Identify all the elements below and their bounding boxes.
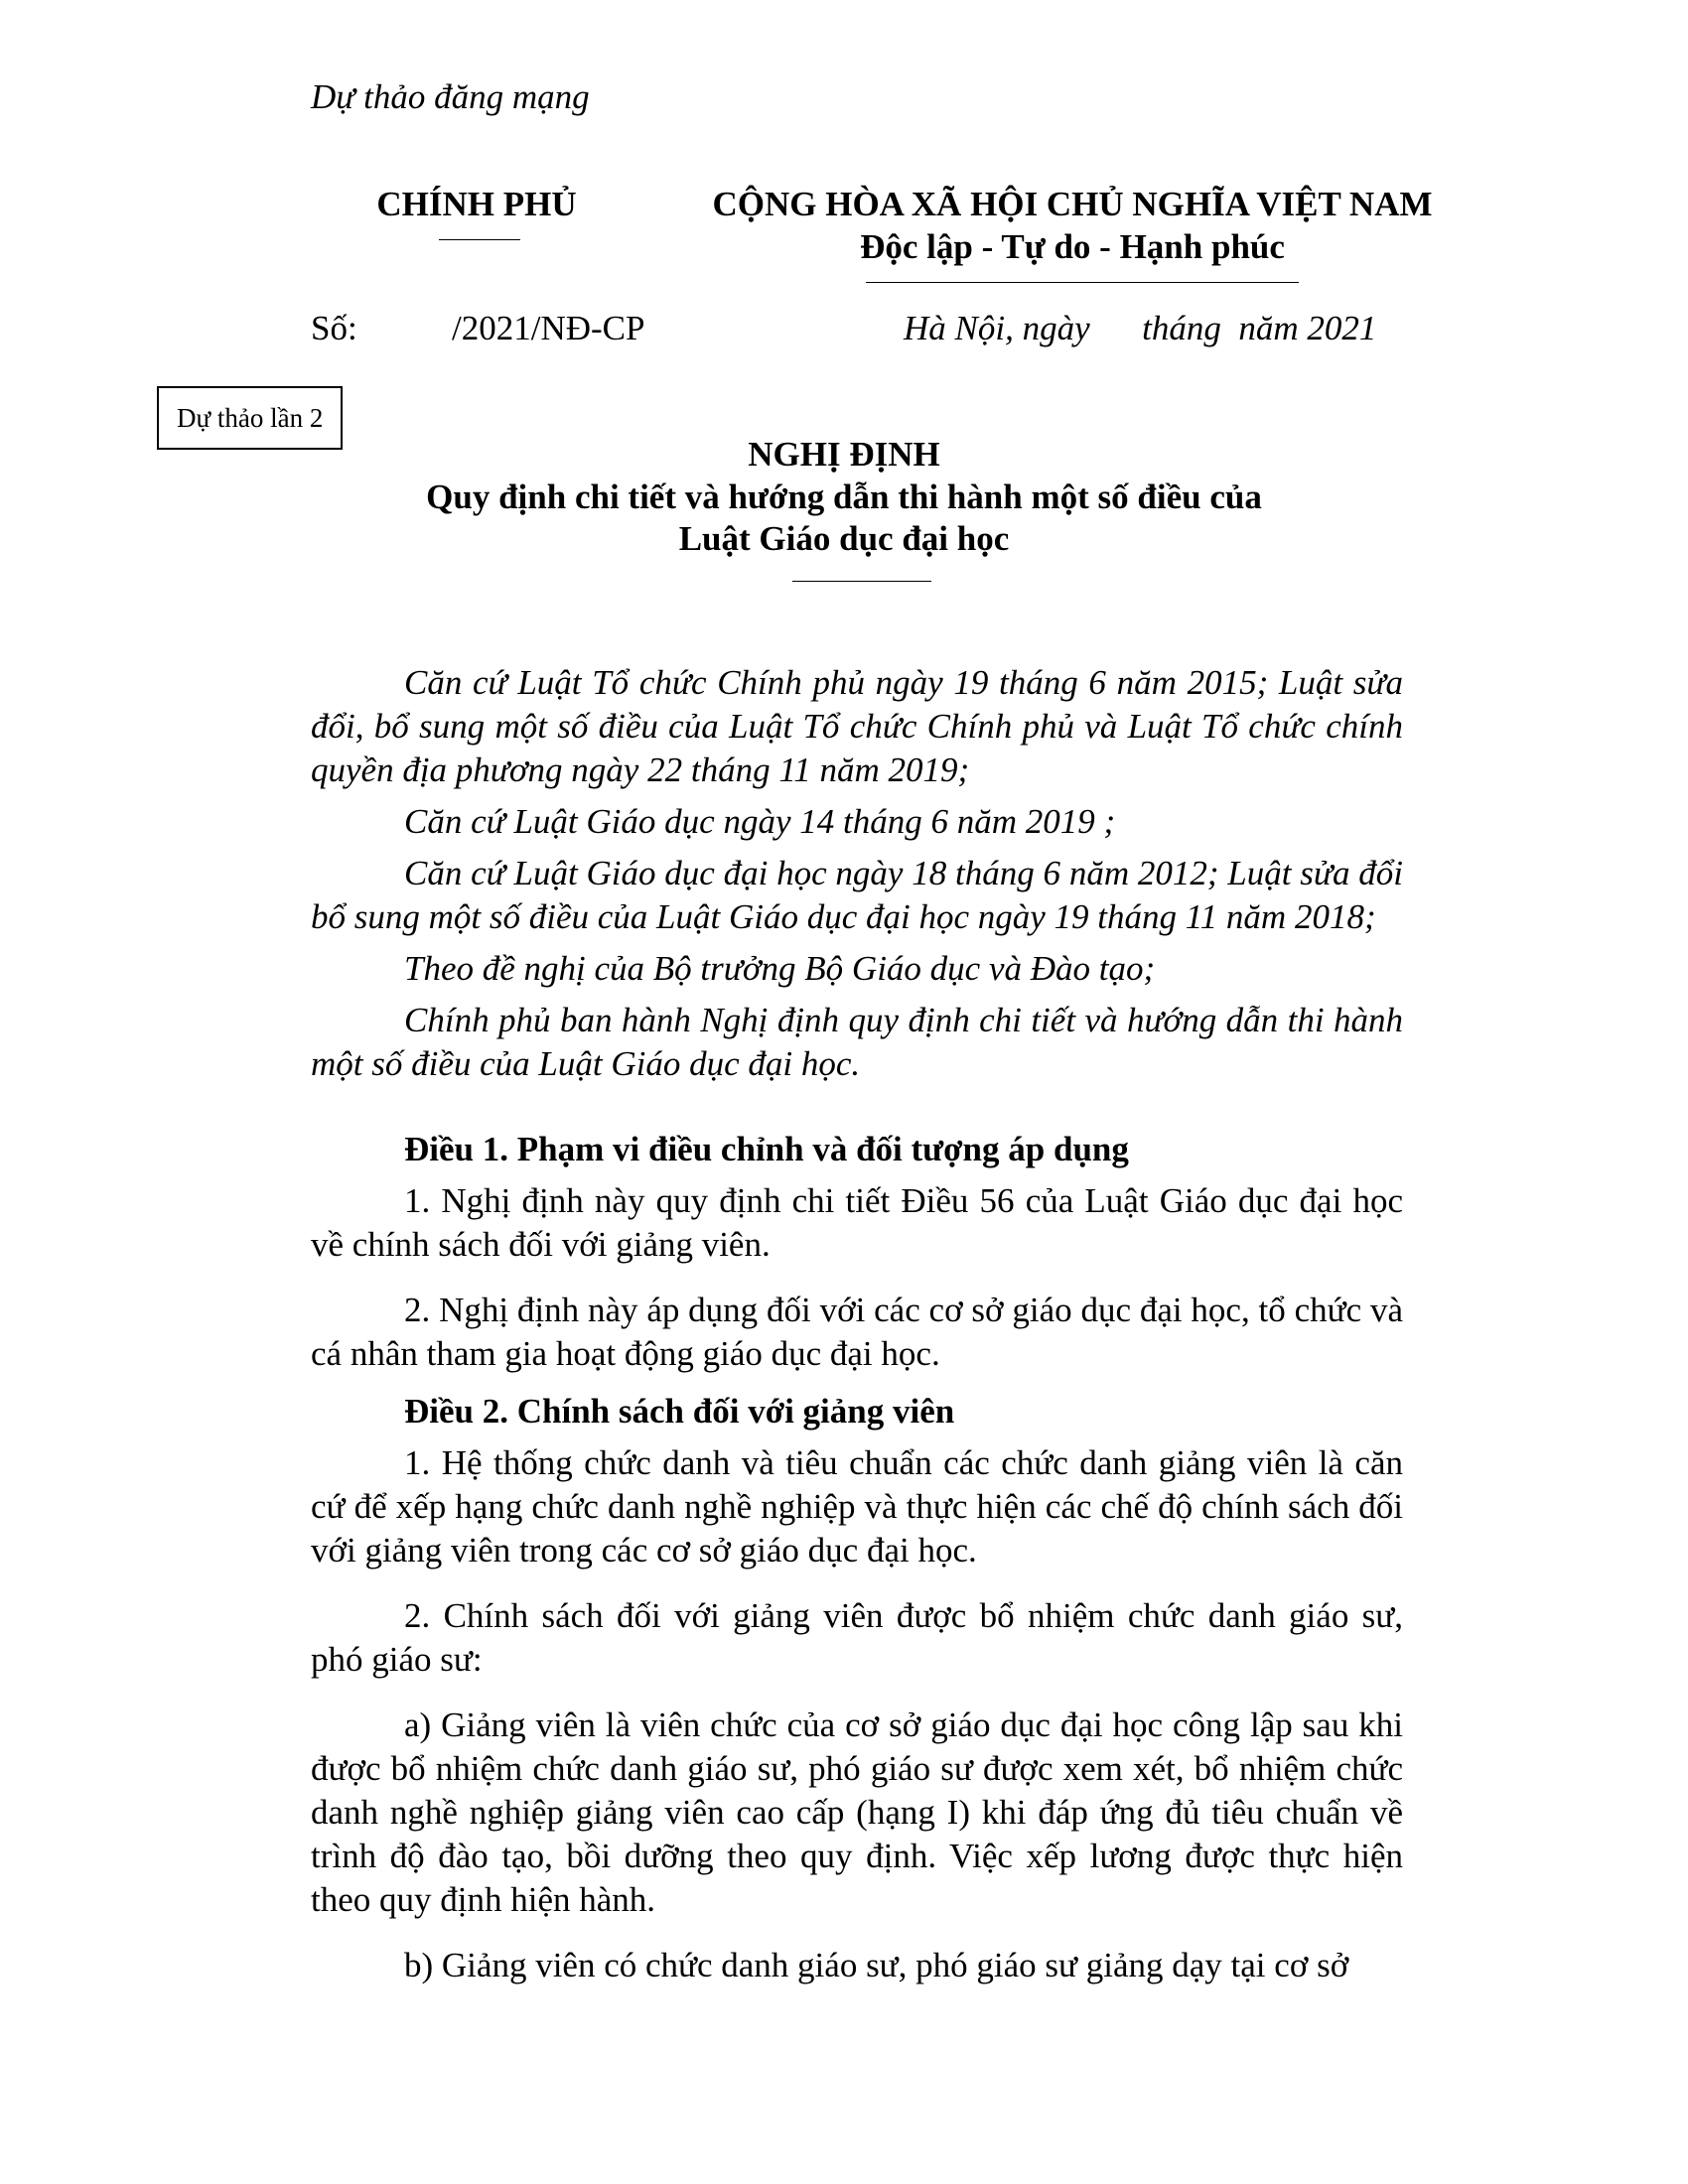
articles: [311, 1128, 1403, 1987]
document-number: /2021/NĐ-CP: [452, 309, 645, 347]
preamble-paragraph: Căn cứ Luật Tổ chức Chính phủ ngày 19 tháng 6 năm 2015; Luật sửa đổi, bổ sung một số điều của Luật Tổ chức Chính phủ và Luật Tổ chức chính quyền địa phương ngày 22 tháng 11 năm 2019;: [311, 663, 1403, 789]
place-date: Hà Nội, ngày tháng năm 2021: [904, 309, 1377, 347]
country-name: CỘNG HÒA XÃ HỘI CHỦ NGHĨA VIỆT NAM: [712, 185, 1433, 223]
preamble-paragraph: Chính phủ ban hành Nghị định quy định chi tiết và hướng dẫn thi hành một số điều của Luật Giáo dục đại học.: [311, 1001, 1403, 1083]
issuing-agency: CHÍNH PHỦ: [376, 185, 577, 223]
preamble-paragraph: Căn cứ Luật Giáo dục đại học ngày 18 tháng 6 năm 2012; Luật sửa đổi bổ sung một số điều của Luật Giáo dục đại học ngày 19 tháng 11 năm 2018;: [311, 854, 1403, 936]
draft-note: Dự thảo đăng mạng: [311, 77, 590, 116]
article-1-paragraph: 1. Nghị định này quy định chi tiết Điều 56 của Luật Giáo dục đại học về chính sách đối với giảng viên.: [311, 1181, 1403, 1264]
document-title-line-2: Luật Giáo dục đại học: [678, 519, 1010, 558]
document-title-line-1: Quy định chi tiết và hướng dẫn thi hành một số điều của: [426, 478, 1262, 516]
preamble-paragraph: Căn cứ Luật Giáo dục ngày 14 tháng 6 năm 2019 ;: [404, 802, 1116, 841]
article-2-paragraph: b) Giảng viên có chức danh giáo sư, phó giáo sư giảng dạy tại cơ sở: [404, 1946, 1349, 1984]
article-2-paragraph: 1. Hệ thống chức danh và tiêu chuẩn các chức danh giảng viên là căn cứ để xếp hạng chức danh nghề nghiệp và thực hiện các chế độ chính sách đối với giảng viên trong các cơ sở giáo dục đại học.: [311, 1443, 1403, 1570]
article-1-paragraph: 2. Nghị định này áp dụng đối với các cơ sở giáo dục đại học, tổ chức và cá nhân tham gia hoạt động giáo dục đại học.: [311, 1291, 1403, 1373]
agency-underline: [439, 239, 520, 240]
document-number-label: Số:: [311, 309, 357, 347]
title-underline: [792, 581, 931, 582]
preamble-paragraph: Theo đề nghị của Bộ trưởng Bộ Giáo dục và Đào tạo;: [404, 949, 1156, 988]
draft-version-box: Dự thảo lần 2: [157, 386, 343, 450]
preamble: [311, 661, 1403, 1086]
national-motto: Độc lập - Tự do - Hạnh phúc: [860, 227, 1285, 266]
document-type: NGHỊ ĐỊNH: [748, 435, 940, 474]
article-2-paragraph: a) Giảng viên là viên chức của cơ sở giáo dục đại học công lập sau khi được bổ nhiệm chức danh giáo sư, phó giáo sư được xem xét, bổ nhiệm chức danh nghề nghiệp giảng viên cao cấp (hạng I) khi đáp ứng đủ tiêu chuẩn về trình độ đào tạo, bồi dưỡng theo quy định. Việc xếp lương được thực hiện theo quy định hiện hành.: [311, 1706, 1403, 1919]
article-2-heading: Điều 2. Chính sách đối với giảng viên: [404, 1392, 955, 1431]
article-2-paragraph: 2. Chính sách đối với giảng viên được bổ nhiệm chức danh giáo sư, phó giáo sư:: [311, 1596, 1403, 1679]
motto-underline: [866, 282, 1299, 283]
article-1-heading: Điều 1. Phạm vi điều chỉnh và đối tượng áp dụng: [404, 1130, 1129, 1168]
